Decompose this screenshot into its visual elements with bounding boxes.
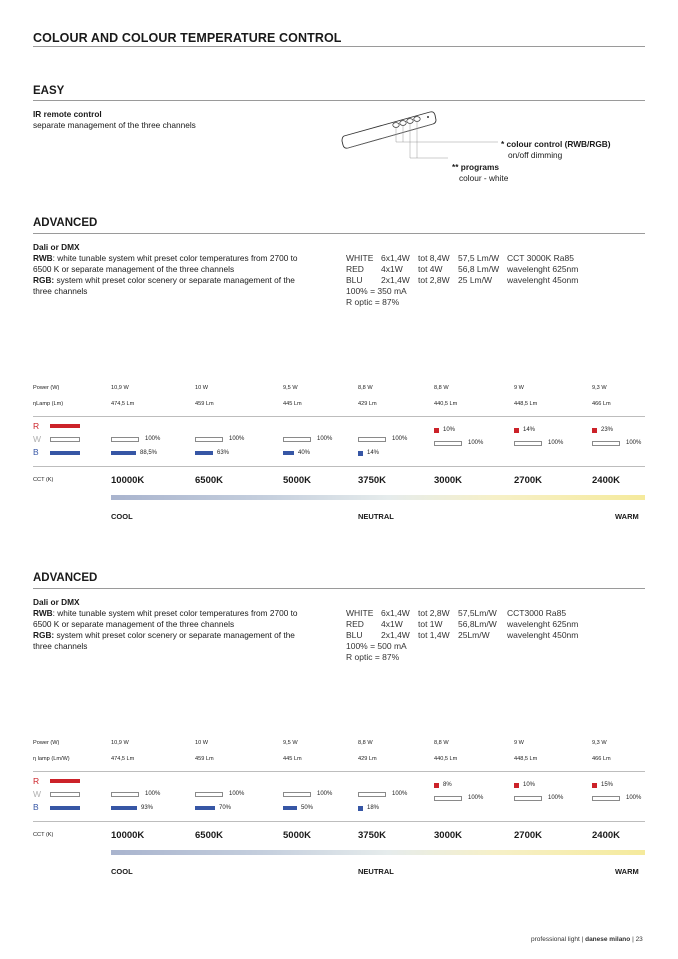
power-value: 10 W <box>195 385 209 391</box>
spec-cell: 6x1,4W <box>381 253 410 263</box>
red-pct: 23% <box>601 427 614 433</box>
easy-control-desc: separate management of the three channels <box>33 120 196 130</box>
white-level-bar <box>195 792 223 797</box>
footer-left: professional light <box>531 936 580 943</box>
lumen-value: 440,5 Lm <box>434 401 458 407</box>
scale-warm: WARM <box>615 867 639 876</box>
table-rule-top <box>33 771 645 772</box>
spec-cell: 6x1,4W <box>381 608 410 618</box>
white-reference-bar <box>50 792 80 797</box>
red-level-marker <box>514 428 519 433</box>
lamp-label: η lamp (Lm/W) <box>33 756 70 762</box>
white-pct: 100% <box>392 791 408 797</box>
lumen-value: 440,5 Lm <box>434 756 458 762</box>
callout-programs-sub: colour - white <box>459 173 509 183</box>
white-level-bar <box>592 441 620 446</box>
title-rule <box>33 46 645 47</box>
scale-cool: COOL <box>111 512 133 521</box>
cct-value: 10000K <box>111 830 145 841</box>
spec-cell: 2x1,4W <box>381 630 410 640</box>
white-level-bar <box>358 792 386 797</box>
rwb-label: RWB <box>33 253 53 263</box>
spec-cell: CCT3000 Ra85 <box>507 608 567 618</box>
spec-cell: wavelenght 625nm <box>507 619 579 629</box>
cct-value: 3750K <box>358 830 386 841</box>
blue-reference-bar <box>50 806 80 810</box>
red-pct: 8% <box>443 782 452 788</box>
cct-gradient-bar <box>111 850 645 855</box>
cct-value: 5000K <box>283 830 311 841</box>
white-pct: 100% <box>626 795 642 801</box>
spec-cell: 2x1,4W <box>381 275 410 285</box>
red-pct: 10% <box>523 782 536 788</box>
easy-rule <box>33 100 645 101</box>
power-value: 10 W <box>195 740 209 746</box>
blue-pct: 63% <box>217 450 230 456</box>
blue-pct: 70% <box>219 805 232 811</box>
cct-value: 3750K <box>358 475 386 486</box>
advanced-subtitle: Dali or DMX <box>33 597 80 607</box>
rgb-text: system whit preset color scenery or separate management of the <box>54 275 295 285</box>
blue-pct: 93% <box>141 805 154 811</box>
spec-cell: tot 1W <box>418 619 443 629</box>
blue-reference-bar <box>50 451 80 455</box>
blue-level-bar <box>195 806 215 810</box>
rgb-text-line2: three channels <box>33 286 88 296</box>
table-rule-top <box>33 416 645 417</box>
white-level-bar <box>111 437 139 442</box>
white-level-bar <box>514 441 542 446</box>
footer-brand: danese milano <box>585 936 631 943</box>
lumen-value: 466 Lm <box>592 401 611 407</box>
blue-level-bar <box>111 451 136 455</box>
callout-colour-control: * colour control (RWB/RGB) <box>501 139 611 149</box>
footer <box>531 936 643 943</box>
channel-label-b: B <box>33 802 39 812</box>
blue-pct: 50% <box>301 805 314 811</box>
red-pct: 15% <box>601 782 614 788</box>
scale-warm: WARM <box>615 512 639 521</box>
lumen-value: 448,5 Lm <box>514 756 538 762</box>
lumen-value: 429 Lm <box>358 756 377 762</box>
cct-gradient-bar <box>111 495 645 500</box>
power-label: Power (W) <box>33 740 60 746</box>
power-value: 9,5 W <box>283 740 298 746</box>
white-level-bar <box>592 796 620 801</box>
red-reference-bar <box>50 779 80 783</box>
cct-value: 2400K <box>592 830 620 841</box>
blue-level-bar <box>111 806 137 810</box>
power-value: 9,5 W <box>283 385 298 391</box>
spec-optic: R optic = 87% <box>346 297 400 307</box>
white-pct: 100% <box>548 795 564 801</box>
white-pct: 100% <box>392 436 408 442</box>
spec-current: 100% = 500 mA <box>346 641 407 651</box>
white-pct: 100% <box>229 791 245 797</box>
power-value: 10,9 W <box>111 385 129 391</box>
spec-cell: BLU <box>346 630 363 640</box>
lumen-value: 445 Lm <box>283 756 302 762</box>
power-value: 9,3 W <box>592 385 607 391</box>
red-reference-bar <box>50 424 80 428</box>
spec-cell: 25Lm/W <box>458 630 490 640</box>
white-level-bar <box>434 796 462 801</box>
rwb-text-line2: 6500 K or separate management of the three channels <box>33 619 235 629</box>
rwb-text-line2: 6500 K or separate management of the three channels <box>33 264 235 274</box>
spec-cell: WHITE <box>346 253 374 263</box>
blue-level-bar <box>195 451 213 455</box>
rwb-text: : white tunable system whit preset color temperatures from 2700 to <box>52 608 298 618</box>
scale-neutral: NEUTRAL <box>358 512 394 521</box>
cct-label: CCT (K) <box>33 832 54 838</box>
spec-cell: 4x1W <box>381 619 403 629</box>
spec-cell: tot 1,4W <box>418 630 450 640</box>
cct-value: 3000K <box>434 830 462 841</box>
scale-cool: COOL <box>111 867 133 876</box>
white-pct: 100% <box>626 440 642 446</box>
rwb-description <box>33 608 298 619</box>
spec-cell: wavelenght 45onm <box>507 275 579 285</box>
blue-pct: 18% <box>367 805 380 811</box>
cct-value: 5000K <box>283 475 311 486</box>
lumen-value: 459 Lm <box>195 401 214 407</box>
lumen-value: 474,5 Lm <box>111 756 135 762</box>
white-level-bar <box>111 792 139 797</box>
power-value: 9 W <box>514 385 524 391</box>
spec-cell: tot 4W <box>418 264 443 274</box>
cct-value: 2400K <box>592 475 620 486</box>
blue-pct: 40% <box>298 450 311 456</box>
spec-cell: tot 2,8W <box>418 608 450 618</box>
red-pct: 14% <box>523 427 536 433</box>
white-level-bar <box>195 437 223 442</box>
white-pct: 100% <box>229 436 245 442</box>
cct-value: 6500K <box>195 475 223 486</box>
page-title: COLOUR AND COLOUR TEMPERATURE CONTROL <box>33 31 342 45</box>
cct-label: CCT (K) <box>33 477 54 483</box>
power-value: 10,9 W <box>111 740 129 746</box>
remote-icon <box>342 112 436 148</box>
power-value: 8,8 W <box>434 385 449 391</box>
red-level-marker <box>434 783 439 788</box>
cct-value: 2700K <box>514 475 542 486</box>
spec-cell: 57,5Lm/W <box>458 608 497 618</box>
scale-neutral: NEUTRAL <box>358 867 394 876</box>
spec-cell: 56,8Lm/W <box>458 619 497 629</box>
power-value: 8,8 W <box>358 740 373 746</box>
rgb-description <box>33 630 295 641</box>
red-level-marker <box>514 783 519 788</box>
cct-value: 10000K <box>111 475 145 486</box>
channel-label-w: W <box>33 789 42 799</box>
white-pct: 100% <box>468 795 484 801</box>
blue-level-bar <box>358 806 363 811</box>
blue-level-bar <box>283 451 294 455</box>
channel-label-w: W <box>33 434 42 444</box>
blue-level-bar <box>358 451 363 456</box>
red-level-marker <box>592 783 597 788</box>
red-level-marker <box>434 428 439 433</box>
rgb-description <box>33 275 295 286</box>
white-level-bar <box>514 796 542 801</box>
table-rule-mid <box>33 821 645 822</box>
red-level-marker <box>592 428 597 433</box>
spec-cell: 25 Lm/W <box>458 275 493 285</box>
rgb-label: RGB: <box>33 275 55 285</box>
blue-pct: 14% <box>367 450 380 456</box>
spec-cell: wavelenght 450nm <box>507 630 579 640</box>
spec-cell: 4x1W <box>381 264 403 274</box>
rwb-label: RWB <box>33 608 53 618</box>
footer-sep: | <box>581 936 586 943</box>
spec-cell: CCT 3000K Ra85 <box>507 253 574 263</box>
red-pct: 10% <box>443 427 456 433</box>
spec-cell: RED <box>346 264 364 274</box>
power-value: 9 W <box>514 740 524 746</box>
power-label: Power (W) <box>33 385 60 391</box>
white-pct: 100% <box>548 440 564 446</box>
cct-value: 2700K <box>514 830 542 841</box>
rwb-text: : white tunable system whit preset color temperatures from 2700 to <box>52 253 298 263</box>
callout-colour-control-sub: on/off dimming <box>508 150 563 160</box>
power-value: 9,3 W <box>592 740 607 746</box>
channel-label-r: R <box>33 776 40 786</box>
spec-cell: tot 2,8W <box>418 275 450 285</box>
power-value: 8,8 W <box>434 740 449 746</box>
lumen-value: 474,5 Lm <box>111 401 135 407</box>
spec-optic: R optic = 87% <box>346 652 400 662</box>
spec-current: 100% = 350 mA <box>346 286 407 296</box>
callout-programs: ** programs <box>452 162 500 172</box>
blue-pct: 88,5% <box>140 450 158 456</box>
lumen-value: 448,5 Lm <box>514 401 538 407</box>
white-level-bar <box>434 441 462 446</box>
white-level-bar <box>283 792 311 797</box>
spec-cell: wavelenght 625nm <box>507 264 579 274</box>
advanced-title: ADVANCED <box>33 572 98 584</box>
advanced-title: ADVANCED <box>33 217 98 229</box>
spec-cell: BLU <box>346 275 363 285</box>
rgb-text: system whit preset color scenery or separate management of the <box>54 630 295 640</box>
blue-level-bar <box>283 806 297 810</box>
power-value: 8,8 W <box>358 385 373 391</box>
lumen-value: 459 Lm <box>195 756 214 762</box>
lamp-label: ηLamp (Lm) <box>33 401 64 407</box>
white-pct: 100% <box>145 436 161 442</box>
rgb-text-line2: three channels <box>33 641 88 651</box>
white-reference-bar <box>50 437 80 442</box>
advanced-rule <box>33 588 645 589</box>
rwb-description <box>33 253 298 264</box>
spec-cell: tot 8,4W <box>418 253 450 263</box>
table-rule-mid <box>33 466 645 467</box>
white-pct: 100% <box>468 440 484 446</box>
easy-title: EASY <box>33 85 65 97</box>
spec-cell: 57,5 Lm/W <box>458 253 500 263</box>
lumen-value: 445 Lm <box>283 401 302 407</box>
channel-label-r: R <box>33 421 40 431</box>
advanced-rule <box>33 233 645 234</box>
easy-control-name: IR remote control <box>33 109 102 119</box>
white-pct: 100% <box>317 791 333 797</box>
spec-cell: RED <box>346 619 364 629</box>
white-level-bar <box>358 437 386 442</box>
white-pct: 100% <box>317 436 333 442</box>
cct-value: 3000K <box>434 475 462 486</box>
advanced-subtitle: Dali or DMX <box>33 242 80 252</box>
channel-label-b: B <box>33 447 39 457</box>
white-pct: 100% <box>145 791 161 797</box>
cct-value: 6500K <box>195 830 223 841</box>
footer-page: 23 <box>635 936 643 943</box>
lumen-value: 429 Lm <box>358 401 377 407</box>
footer-sep: | <box>632 936 636 943</box>
white-level-bar <box>283 437 311 442</box>
lumen-value: 466 Lm <box>592 756 611 762</box>
rgb-label: RGB: <box>33 630 55 640</box>
spec-cell: WHITE <box>346 608 374 618</box>
spec-cell: 56,8 Lm/W <box>458 264 500 274</box>
